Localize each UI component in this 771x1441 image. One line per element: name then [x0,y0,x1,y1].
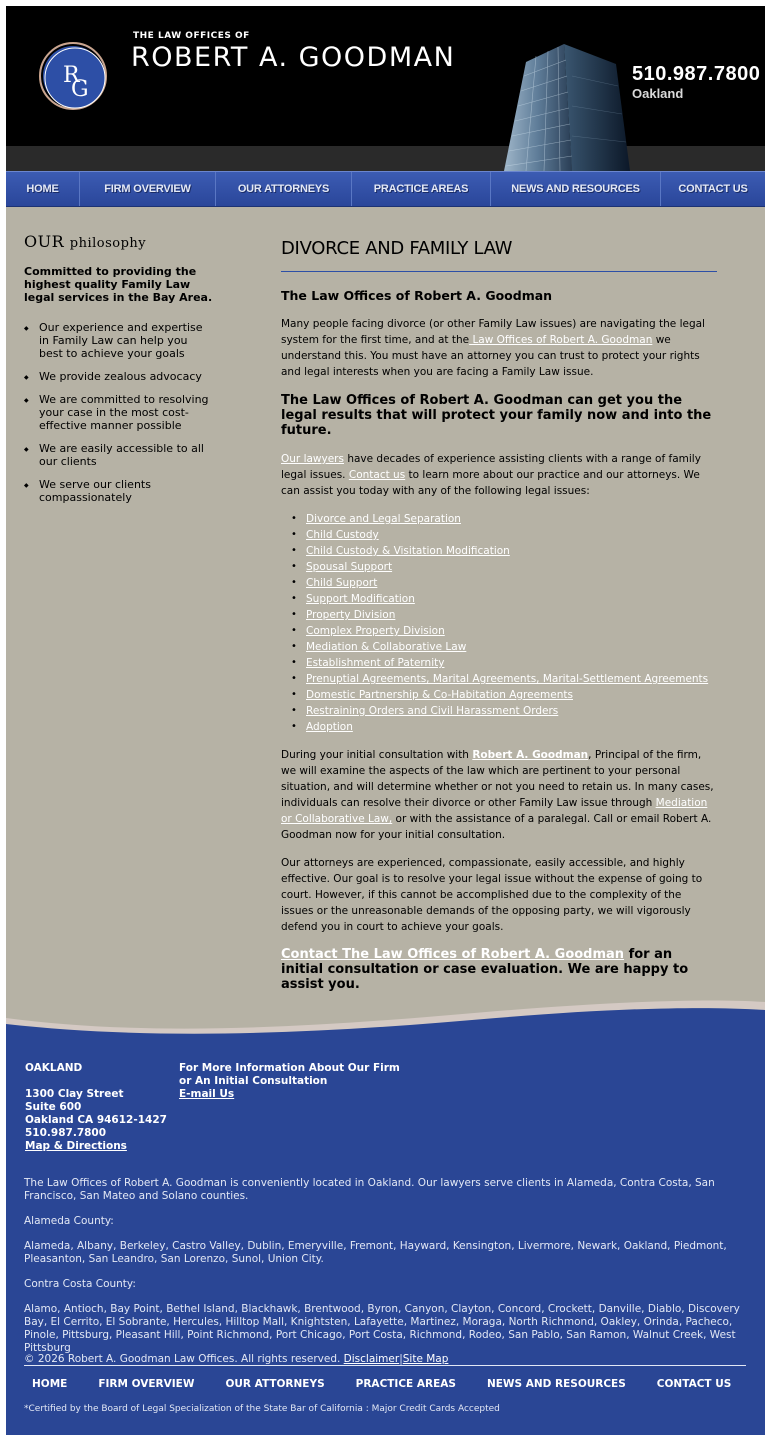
practice-area-link[interactable]: Complex Property Division [306,625,445,637]
footer-contra-label: Contra Costa County: [24,1278,136,1290]
nav-practice-areas[interactable]: PRACTICE AREAS [352,172,491,206]
building-image-icon [486,36,656,171]
logo-rg-icon [41,44,109,112]
contact-us-link[interactable]: Contact us [348,469,406,481]
sidebar-list-item: ◆ Our experience and expertise in Family Law can help you best to achieve your goals [24,321,214,360]
footer-copyright [24,1353,448,1365]
lawyers-text-end: to learn more about our practice and our attorneys. We can assist you today with any of the following legal issues: [281,469,700,497]
nav-firm-overview[interactable]: FIRM OVERVIEW [80,172,216,206]
sidebar-list-item: ◆ We are committed to resolving your case in the most cost-effective manner possible [24,393,214,432]
list-item [281,575,717,591]
nav-our-attorneys[interactable]: OUR ATTORNEYS [216,172,352,206]
sidebar-lead: Committed to providing the highest quality Family Law legal services in the Bay Area. [24,265,213,304]
footer-address-line: Oakland CA 94612-1427 [25,1114,167,1126]
sidebar-title [24,232,214,251]
our-lawyers-link[interactable]: Our lawyers [281,453,344,465]
footer-nav-firm-overview[interactable]: FIRM OVERVIEW [98,1378,195,1390]
link-separator: | [399,1353,403,1365]
site-header [6,6,765,171]
svg-text:R: R [63,63,80,88]
main-nav [6,171,765,207]
list-item [281,687,717,703]
footer-address-line: 1300 Clay Street [25,1088,124,1100]
list-item [281,591,717,607]
practice-area-link[interactable]: Adoption [306,721,353,733]
footer-info [179,1062,400,1101]
sidebar-list-item: ◆ We are easily accessible to all our clients [24,442,214,468]
footer-nav-home[interactable]: HOME [32,1378,68,1390]
footer-address [25,1062,167,1153]
practice-area-link[interactable]: Property Division [306,609,396,621]
title-divider [281,271,717,272]
list-item [281,655,717,671]
list-item [281,639,717,655]
practice-area-link[interactable]: Domestic Partnership & Co-Habitation Agreements [306,689,573,701]
logo-seal-icon[interactable] [39,42,107,110]
list-item [281,623,717,639]
cta-text: for an initial consultation or case evaluation. We are happy to assist you. [281,947,689,992]
map-directions-link[interactable]: Map & Directions [25,1140,127,1152]
robert-goodman-link[interactable]: Robert A. Goodman [472,749,589,761]
list-item [281,559,717,575]
site-map-link[interactable]: Site Map [402,1353,449,1365]
footer-divider [24,1365,746,1366]
email-us-link[interactable]: E-mail Us [179,1088,235,1100]
firm-link[interactable]: Law Offices of Robert A. Goodman [469,334,653,346]
intro-text-end: we understand this. You must have an attorney you can trust to protect your rights and legal interests when you are facing a Family Law issue. [281,334,700,378]
sidebar-title-philosophy: philosophy [69,236,147,251]
footer-nav-practice-areas[interactable]: PRACTICE AREAS [355,1378,456,1390]
footer-nav-contact-us[interactable]: CONTACT US [656,1378,732,1390]
sidebar-list-item: ◆ We serve our clients compassionately [24,478,214,504]
footer-alameda-cities: Alameda, Albany, Berkeley, Castro Valley, Dublin, Emeryville, Fremont, Hayward, Kensington, Livermore, Newark, Oakland, Piedmont, Pleasanton, San Leandro, San Lorenzo, Sunol, Union City. [24,1240,727,1265]
nav-contact-us[interactable]: CONTACT US [678,183,748,195]
footer-nav-our-attorneys[interactable]: OUR ATTORNEYS [225,1378,325,1390]
cta-heading [281,947,717,992]
practice-area-link[interactable]: Prenuptial Agreements, Marital Agreements, Marital-Settlement Agreements [306,673,709,685]
footer-phone[interactable]: 510.987.7800 [25,1127,107,1139]
firm-heading: The Law Offices of Robert A. Goodman [281,288,553,303]
page [6,6,765,1435]
list-item [281,671,717,687]
consultation-text-end: or with the assistance of a paralegal. Call or email Robert A. Goodman now for your initial consultation. [281,813,712,841]
page-title: DIVORCE AND FAMILY LAW [281,238,513,259]
footer-certification: *Certified by the Board of Legal Specialization of the State Bar of California : Major Credit Cards Accepted [24,1404,500,1414]
practice-area-link[interactable]: Mediation & Collaborative Law [306,641,467,653]
main-content [281,238,717,992]
footer-nav [24,1372,754,1396]
footer-alameda-label: Alameda County: [24,1215,114,1227]
results-heading: The Law Offices of Robert A. Goodman can get you the legal results that will protect your family now and into the future. [281,393,712,438]
header-firm-name[interactable]: ROBERT A. GOODMAN [131,42,456,73]
sidebar-title-our: OUR [24,232,65,251]
practice-areas-list [281,511,717,735]
sidebar-list [24,321,214,504]
header-phone[interactable]: 510.987.7800 [632,63,761,85]
practice-area-link[interactable]: Spousal Support [306,561,393,573]
consultation-text-mid: , Principal of the firm, we will examine the aspects of the law which are pertinent to your personal situation, and will determine whether or not you need to retain us. In many cases, individuals can resolve their divorce or other Family Law issue through [281,749,714,809]
practice-area-link[interactable]: Child Custody & Visitation Modification [306,545,510,557]
practice-area-link[interactable]: Child Support [306,577,378,589]
lawyers-text: have decades of experience assisting clients with a range of family legal issues. [281,453,701,481]
lawyers-paragraph [281,451,717,499]
header-city: Oakland [632,86,684,101]
intro-text: Many people facing divorce (or other Family Law issues) are navigating the legal system for the first time, and at the [281,318,705,346]
footer-wave [6,996,765,1042]
list-item [281,703,717,719]
practice-area-link[interactable]: Restraining Orders and Civil Harassment Orders [306,705,559,717]
nav-news-resources[interactable]: NEWS AND RESOURCES [491,172,661,206]
footer-info-line: or An Initial Consultation [179,1075,328,1087]
footer-info-line: For More Information About Our Firm [179,1062,400,1074]
copyright-text: © 2026 Robert A. Goodman Law Offices. All rights reserved. [24,1353,344,1365]
footer-address-line: Suite 600 [25,1101,82,1113]
footer-contra-cities: Alamo, Antioch, Bay Point, Bethel Island, Blackhawk, Brentwood, Byron, Canyon, Clayton, Concord, Crockett, Danville, Diablo, Discovery Bay, El Cerrito, El Sobrante, Hercules, Hilltop Mall, Knightsten, Lafayette, Martinez, Moraga, North Richmond, Oakley, Orinda, Pacheco, Pinole, Pittsburg, Pleasant Hill, Point Richmond, Port Chicago, Port Costa, Richmond, Rodeo, San Pablo, San Ramon, Walnut Creek, West Pittsburg [24,1303,740,1354]
footer-nav-news-resources[interactable]: NEWS AND RESOURCES [486,1378,626,1390]
list-item [281,527,717,543]
list-item [281,511,717,527]
consultation-paragraph [281,747,717,843]
disclaimer-link[interactable]: Disclaimer [343,1353,400,1365]
list-item [281,719,717,735]
list-item [281,607,717,623]
sidebar-list-item: ◆ We provide zealous advocacy [24,370,214,383]
header-pre-title: THE LAW OFFICES OF [133,31,250,41]
svg-text:G: G [71,77,89,102]
practice-area-link[interactable]: Divorce and Legal Separation [306,513,461,525]
attorneys-paragraph: Our attorneys are experienced, compassionate, easily accessible, and highly effective. Our goal is to resolve your legal issue without the expense of going to court. However, if this cannot be accomplished due to the complexity of the issues or the unreasonable demands of the opposing party, we will vigorously defend you in court to achieve your goals. [281,857,703,933]
consultation-text: During your initial consultation with [281,749,473,761]
cta-contact-link[interactable]: Contact The Law Offices of Robert A. Goodman [281,947,625,962]
practice-area-link[interactable]: Establishment of Paternity [306,657,445,669]
intro-paragraph [281,316,717,380]
sidebar-philosophy [24,232,214,514]
footer-office-title: OAKLAND [25,1062,83,1074]
practice-area-link[interactable]: Child Custody [306,529,379,541]
practice-area-link[interactable]: Support Modification [306,593,415,605]
mediation-link[interactable]: Mediation or Collaborative Law, [281,797,708,825]
footer-location-text: The Law Offices of Robert A. Goodman is conveniently located in Oakland. Our lawyers serve clients in Alameda, Contra Costa, San Francisco, San Mateo and Solano counties. [24,1177,715,1202]
nav-home[interactable]: HOME [6,172,80,206]
list-item [281,543,717,559]
